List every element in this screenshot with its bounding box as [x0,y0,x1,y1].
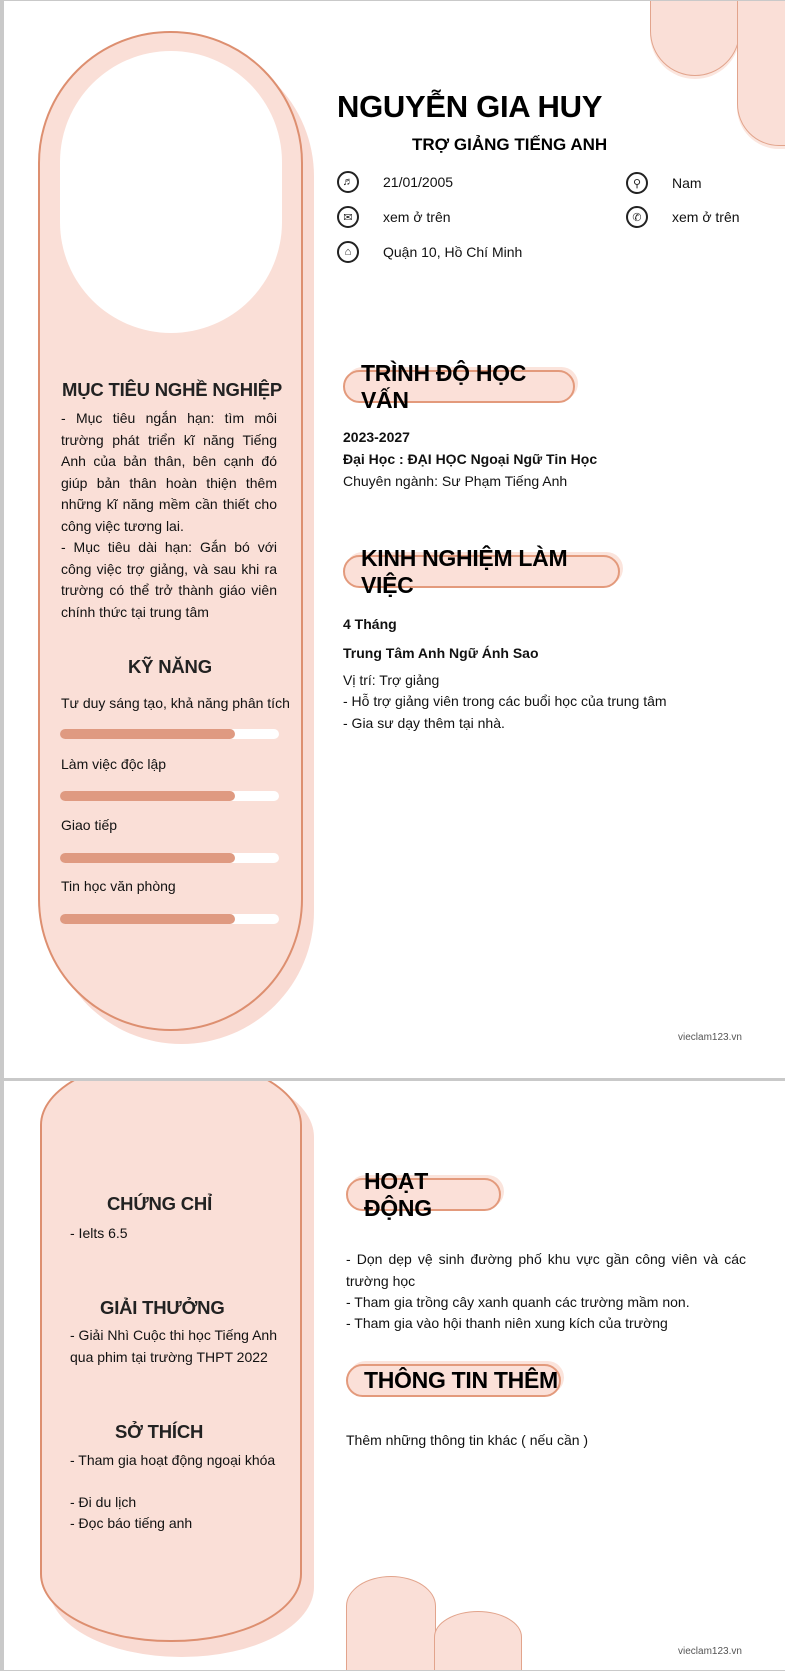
home-icon: ⌂ [337,241,359,263]
objective-long-term: - Mục tiêu dài hạn: Gắn bó với công việc trợ giảng, và sau khi ra trường có thể trở thành giáo viên chính thức tại trung tâm [61,539,277,620]
experience-heading: KINH NGHIỆM LÀM VIỆC [343,555,620,588]
decorative-pill [650,1,740,76]
certificate-item: - Ielts 6.5 [70,1225,128,1241]
hobby-item: - Đọc báo tiếng anh [70,1515,193,1531]
info-gender [626,172,702,194]
skill-bar-fill [60,853,235,863]
birthday-cake-icon: ♬ [337,171,359,193]
hobby-item: - Đi du lịch [70,1494,137,1510]
decorative-pill [434,1611,522,1670]
watermark: vieclam123.vn [678,1646,742,1657]
education-major: Chuyên ngành: Sư Phạm Tiếng Anh [343,473,568,489]
info-birthday [337,171,453,193]
avatar-photo-placeholder[interactable] [60,51,282,333]
objective-heading: MỤC TIÊU NGHỀ NGHIỆP [62,379,283,400]
skill-bar [60,791,279,801]
skill-bar-fill [60,914,235,924]
job-title: TRỢ GIẢNG TIẾNG ANH [412,135,608,154]
cv-page-2 [4,1081,785,1670]
phone-value: xem ở trên [672,209,740,225]
skill-label: Làm việc độc lập [61,756,167,772]
experience-duty: - Hỗ trợ giảng viên trong các buổi học của trung tâm [343,693,667,709]
gender-icon: ⚲ [626,172,648,194]
hobby-item: - Tham gia hoạt động ngoại khóa [70,1452,276,1468]
experience-duration: 4 Tháng [343,616,397,632]
skill-bar-fill [60,729,235,739]
decorative-pill [346,1576,436,1670]
envelope-icon: ✉ [337,206,359,228]
skill-bar [60,853,279,863]
certificates-heading: CHỨNG CHỈ [107,1193,213,1214]
skill-label: Tin học văn phòng [61,878,176,894]
info-email [337,206,451,228]
info-phone [626,206,740,228]
award-item: - Giải Nhì Cuộc thi học Tiếng Anh qua phim tại trường THPT 2022 [70,1327,277,1365]
info-address [337,241,522,263]
activity-item: - Tham gia trồng cây xanh quanh các trường mầm non. [346,1294,690,1310]
skill-bar-fill [60,791,235,801]
additional-info-heading: THÔNG TIN THÊM [346,1364,561,1397]
decorative-pill [737,1,785,146]
experience-position: Vị trí: Trợ giảng [343,672,440,688]
phone-icon: ✆ [626,206,648,228]
education-school: Đại Học : ĐẠI HỌC Ngoại Ngữ Tin Học [343,451,598,467]
education-period: 2023-2027 [343,429,410,445]
birthday-value: 21/01/2005 [383,174,454,190]
candidate-name: NGUYỄN GIA HUY [337,89,603,124]
activity-item: - Dọn dẹp vệ sinh đường phố khu vực gần công viên và các trường học [346,1251,746,1289]
awards-heading: GIẢI THƯỞNG [100,1297,225,1318]
activity-item: - Tham gia vào hội thanh niên xung kích của trường [346,1315,668,1331]
email-value: xem ở trên [383,209,451,225]
hobbies-heading: SỞ THÍCH [115,1421,204,1442]
skill-label: Tư duy sáng tạo, khả năng phân tích [61,695,290,711]
skill-bar [60,729,279,739]
additional-info-text: Thêm những thông tin khác ( nếu cần ) [346,1432,589,1448]
address-value: Quận 10, Hồ Chí Minh [383,244,523,260]
cv-page-1 [4,1,785,1078]
skill-bar [60,914,279,924]
experience-duty: - Gia sư dạy thêm tại nhà. [343,715,505,731]
objective-short-term: - Mục tiêu ngắn hạn: tìm môi trường phát triển kĩ năng Tiếng Anh của bản thân, bên cạnh đó giúp bản thân hoàn thiện thêm những kĩ năng mềm cần thiết cho công việc tương lai. [61,410,277,534]
skill-label: Giao tiếp [61,817,118,833]
experience-company: Trung Tâm Anh Ngữ Ánh Sao [343,645,539,661]
activities-heading: HOẠT ĐỘNG [346,1178,501,1211]
education-heading: TRÌNH ĐỘ HỌC VẤN [343,370,575,403]
skills-heading: KỸ NĂNG [128,656,212,677]
watermark: vieclam123.vn [678,1032,742,1043]
gender-value: Nam [672,175,702,191]
